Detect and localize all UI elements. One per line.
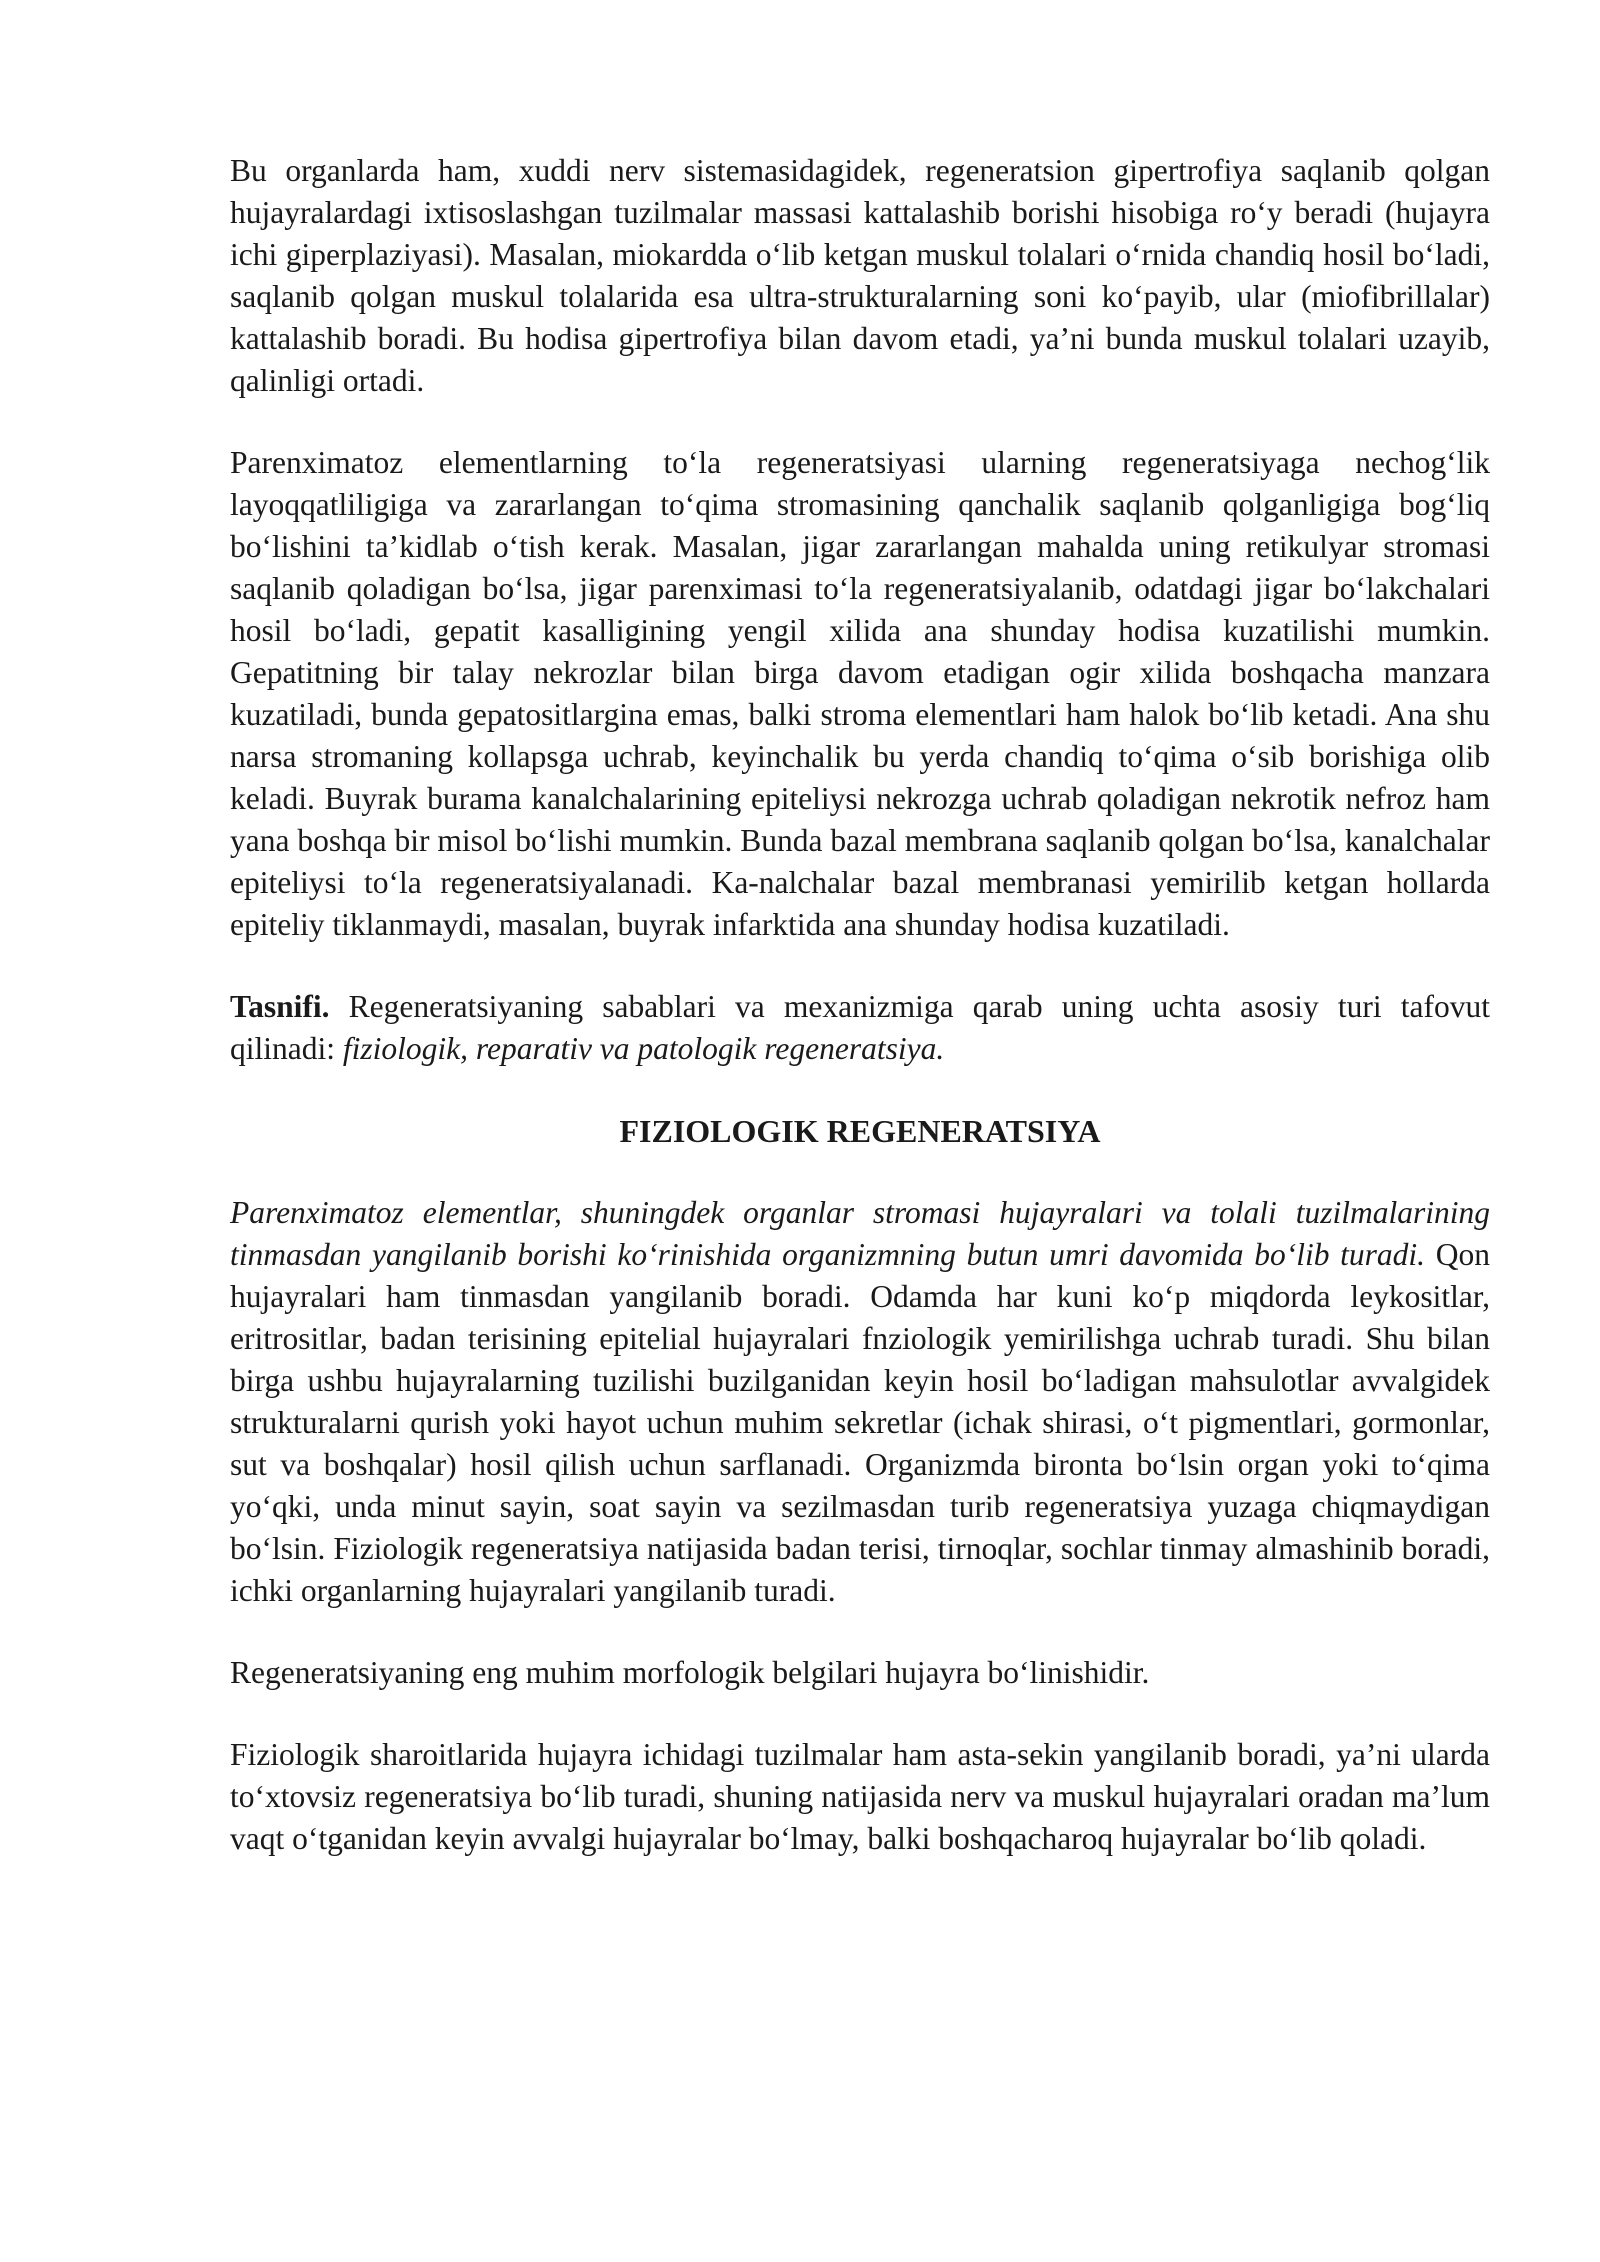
paragraph-parenchyma-regeneration: Parenximatoz elementlarning to‘la regeneratsiyasi ularning regeneratsiyaga nechog‘lik layoqqatliligiga va zararlangan to‘qima stromasining qanchalik saqlanib qolganligiga bog‘liq bo‘lishini ta’kidlab o‘tish kerak. Masalan, jigar zararlangan mahalda uning retikulyar stromasi saqlanib qoladigan bo‘lsa, jigar parenximasi to‘la regeneratsiyalanib, odatdagi jigar bo‘lakchalari hosil bo‘ladi, gepatit kasalligining yengil xilida ana shunday hodisa kuzatilishi mumkin. Gepatitning bir talay nekrozlar bilan birga davom etadigan ogir xilida boshqacha manzara kuzatiladi, bunda gepatositlargina emas, balki stroma elementlari ham halok bo‘lib ketadi. Ana shu narsa stromaning kollapsga uchrab, keyinchalik bu yerda chandiq to‘qima o‘sib borishiga olib keladi. Buyrak burama kanalchalarining epiteliysi nekrozga uchrab qoladigan nekrotik nefroz ham yana boshqa bir misol bo‘lishi mumkin. Bunda bazal membrana saqlanib qolgan bo‘lsa, kanalchalar epiteliysi to‘la regeneratsiyalanadi. Ka-nalchalar bazal membranasi yemirilib ketgan hollarda epiteliy tiklanmaydi, masalan, buyrak infarktida ana shunday hodisa kuzatiladi.: [230, 445, 1490, 942]
physiological-text: Qon hujayralari ham tinmasdan yangilanib boradi. Odamda har kuni ko‘p miqdorda leykositlar, eritrositlar, badan terisining epitelial hujayralari fnziologik yemirilishga uchrab turadi. Shu bilan birga ushbu hujayralarning tuzilishi buzilganidan keyin hosil bo‘ladigan mahsulotlar avvalgidek strukturalarni qurish yoki hayot uchun muhim sekretlar (ichak shirasi, o‘t pigmentlari, gormonlar, sut va boshqalar) hosil qilish uchun sarflanadi. Organizmda bironta bo‘lsin organ yoki to‘qima yo‘qki, unda minut sayin, soat sayin va sezilmasdan turib regeneratsiya yuzaga chiqmaydigan bo‘lsin. Fiziologik regeneratsiya natijasida badan terisi, tirnoqlar, sochlar tinmay almashinib boradi, ichki organlarning hujayralari yangilanib turadi.: [230, 1237, 1490, 1608]
paragraph-physiological-regeneration: [230, 1192, 1490, 1612]
classification-text: Regeneratsiyaning sabablari va mexanizmiga qarab uning uchta asosiy turi tafovut qilinadi:: [230, 989, 1490, 1066]
document-page: [230, 150, 1490, 1900]
paragraph-morphological-signs: Regeneratsiyaning eng muhim morfologik belgilari hujayra bo‘linishidir.: [230, 1655, 1150, 1690]
classification-types: fiziologik, reparativ va patologik regeneratsiya.: [342, 1031, 945, 1066]
paragraph-classification: [230, 986, 1490, 1070]
classification-label: Tasnifi.: [230, 989, 330, 1024]
physiological-definition: Parenximatoz elementlar, shuningdek organlar stromasi hujayralari va tolali tuzilmalarining tinmasdan yangilanib borishi ko‘rinishida organizmning butun umri davomida bo‘lib turadi.: [230, 1195, 1490, 1272]
section-heading: FIZIOLOGIK REGENERATSIYA: [619, 1113, 1101, 1149]
paragraph-hypertrophy: Bu organlarda ham, xuddi nerv sistemasidagidek, regeneratsion gipertrofiya saqlanib qolgan hujayralardagi ixtisoslashgan tuzilmalar massasi kattalashib borishi hisobiga ro‘y beradi (hujayra ichi giperplaziyasi). Masalan, miokardda o‘lib ketgan muskul tolalari o‘rnida chandiq hosil bo‘ladi, saqlanib qolgan muskul tolalarida esa ultra-strukturalarning soni ko‘payib, ular (miofibrillalar) kattalashib boradi. Bu hodisa gipertrofiya bilan davom etadi, ya’ni bunda muskul tolalari uzayib, qalinligi ortadi.: [230, 153, 1490, 398]
paragraph-intracellular-renewal: Fiziologik sharoitlarida hujayra ichidagi tuzilmalar ham asta-sekin yangilanib boradi, ya’ni ularda to‘xtovsiz regeneratsiya bo‘lib turadi, shuning natijasida nerv va muskul hujayralari oradan ma’lum vaqt o‘tganidan keyin avvalgi hujayralar bo‘lmay, balki boshqacharoq hujayralar bo‘lib qoladi.: [230, 1737, 1490, 1856]
